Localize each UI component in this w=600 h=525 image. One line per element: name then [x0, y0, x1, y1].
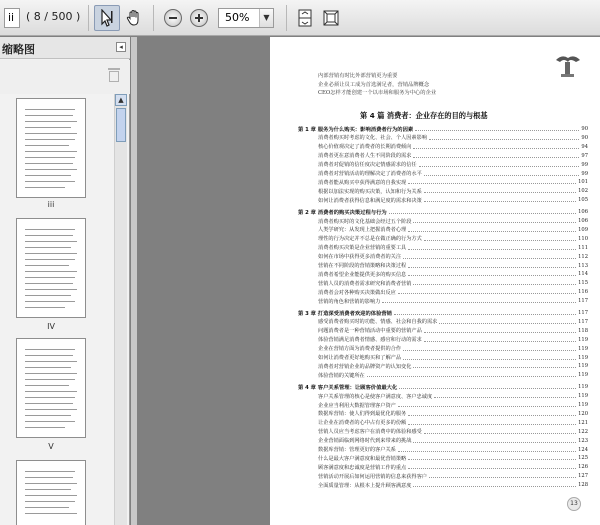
toc-leader	[413, 439, 576, 443]
toc-entry	[318, 288, 588, 296]
toc-title: 体验营销满足消费者情感、感官和行动的需求	[318, 337, 422, 344]
toolbar-separator	[88, 5, 89, 31]
toc-leader	[394, 311, 576, 315]
toc-chapter	[298, 208, 588, 216]
toc-leader	[408, 412, 576, 416]
chevron-down-icon[interactable]: ▼	[259, 9, 273, 27]
toc-page-number: 120	[578, 410, 588, 417]
publisher-logo	[552, 52, 582, 82]
toc-leader	[419, 163, 580, 167]
toc-title: 消费者会对各种购买决策做出反应	[318, 289, 396, 296]
toc-leader	[408, 465, 576, 469]
toc-title: 什么是最大客户满意度和最优营销策略	[318, 455, 407, 462]
toc-page-number: 99	[581, 170, 588, 177]
toc-entry	[318, 481, 588, 489]
page-thumbnail[interactable]	[16, 98, 86, 198]
fit-page-icon	[297, 9, 313, 27]
toc-title: 核心价值观决定了消费者的长期消费倾向	[318, 144, 412, 151]
fit-window-icon	[322, 9, 340, 27]
toc-line: 企业必须让员工成为首选满足者，营销品牌概念	[318, 81, 430, 88]
toc-leader	[413, 364, 576, 368]
toc-title: 全面质量管理：从根本上提升顾客满意度	[318, 482, 412, 489]
zoom-value: 50%	[225, 11, 250, 24]
page-thumbnail[interactable]	[16, 218, 86, 318]
toc-entry	[318, 336, 588, 344]
thumbnail-sidebar	[0, 37, 130, 525]
toc-entry	[318, 419, 588, 427]
toc-page-number: 119	[578, 336, 588, 343]
toc-entry	[318, 134, 588, 142]
toc-page-number: 90	[581, 126, 588, 132]
toc-leader	[429, 474, 576, 478]
toc-entry	[318, 318, 588, 326]
toc-page-number: 123	[578, 437, 588, 444]
sidebar-title: 缩略图	[2, 43, 35, 56]
toc-page-number: 114	[578, 271, 588, 278]
toc-page-number: 119	[578, 393, 588, 400]
toc-chapter	[298, 383, 588, 391]
scroll-up-icon[interactable]: ▲	[115, 94, 127, 106]
toc-page-number: 117	[578, 310, 588, 316]
toc-title: 理性的行为决定并不总是在做正确的行为方式	[318, 236, 422, 243]
fit-window-button[interactable]	[318, 5, 344, 31]
zoom-select[interactable]	[218, 8, 274, 28]
toc-page-number: 119	[578, 354, 588, 361]
toc-entry	[318, 270, 588, 278]
toc-entry	[318, 178, 588, 186]
toc-title: 根据以加法实现的购买决策，认知和行为关系	[318, 188, 422, 195]
sidebar-scrollbar[interactable]	[114, 94, 127, 525]
hand-icon	[125, 9, 143, 27]
toc-title: 消费者更在意消费者人生不同阶段的需求	[318, 153, 412, 160]
toc-title: 体验营销的关键所在	[318, 372, 365, 379]
select-tool-button[interactable]	[94, 5, 120, 31]
toc-title: 企业营销面临到网络时代到来带来的挑战	[318, 438, 412, 445]
toc-page-number: 102	[578, 188, 588, 195]
toc-page-number: 99	[581, 161, 588, 168]
toc-page-number: 122	[578, 428, 588, 435]
toc-title: 第 3 章 打造深受消费者欢迎的体验营销	[298, 311, 392, 317]
toc-leader	[408, 272, 576, 276]
part-title: 第 4 篇 消费者：企业存在的目的与根基	[360, 111, 488, 120]
sidebar-toolbar	[0, 60, 130, 94]
page-number-input[interactable]: ii	[4, 8, 20, 28]
toc-title: 企业在营销方面为消费者提供的合作	[318, 346, 402, 353]
page-thumbnail[interactable]	[16, 338, 86, 438]
toc-page-number: 124	[578, 446, 588, 453]
toc-entry	[318, 226, 588, 234]
sidebar-splitter[interactable]	[131, 37, 137, 525]
toc-leader	[424, 338, 576, 342]
toc-page-number: 97	[581, 152, 588, 159]
toc-leader	[408, 421, 576, 425]
toc-leader	[408, 180, 576, 184]
toc-leader	[403, 356, 576, 360]
toc-entry	[318, 354, 588, 362]
toc-leader	[408, 264, 576, 268]
toc-title: 营销活动开展后如何运用营销的信息来获得客户	[318, 473, 427, 480]
toc-page-number: 115	[578, 280, 588, 287]
plus-icon	[190, 9, 208, 27]
toc-leader	[429, 136, 579, 140]
toc-title: 问题消费者是一种营销活动中重要的营销产品	[318, 328, 422, 335]
toc-title: 营销的角色和营销的影响力	[318, 298, 381, 305]
toc-leader	[403, 347, 576, 351]
zoom-in-button[interactable]	[186, 5, 212, 31]
hand-tool-button[interactable]	[121, 5, 147, 31]
toc-entry	[318, 262, 588, 270]
toc-page-number: 117	[578, 298, 588, 305]
toc-entry	[318, 235, 588, 243]
toc-entry	[318, 345, 588, 353]
toc-page-number: 119	[578, 372, 588, 379]
toc-line: 内部营销有时比外部营销更为重要	[318, 73, 398, 79]
toc-entry	[318, 279, 588, 287]
toc-leader	[424, 329, 576, 333]
fit-page-button[interactable]	[292, 5, 318, 31]
toc-entry	[318, 297, 588, 305]
toc-leader	[399, 385, 576, 389]
toc-title: 如何让消费者更好地购买和了解产品	[318, 355, 402, 361]
toc-leader	[408, 246, 576, 250]
toc-leader	[424, 172, 580, 176]
toc-entry	[318, 371, 588, 379]
toc-leader	[389, 210, 576, 214]
toc-entry	[318, 161, 588, 169]
toc-title: 消费者购买时考虑的文化、社会、个人因素影响	[318, 135, 427, 142]
toc-leader	[424, 430, 576, 434]
toc-page-number: 117	[578, 318, 588, 325]
toc-entry	[318, 196, 588, 204]
toolbar-separator	[286, 5, 287, 31]
toc-page-number: 119	[578, 363, 588, 370]
toc-entry	[318, 463, 588, 471]
page-thumbnail[interactable]	[16, 460, 86, 525]
toc-page-number: 125	[578, 455, 588, 462]
toc-page-number: 119	[578, 384, 588, 391]
toc-page-number: 119	[578, 402, 588, 408]
toc-title: 消费者对促销的信任度决定情感需求的信任	[318, 162, 417, 169]
toc-entry	[318, 152, 588, 160]
toc-entry	[318, 244, 588, 252]
toc-title: 消费者希望企业能提供更多的购买信息	[318, 271, 407, 278]
toc-leader	[413, 145, 579, 149]
toc-title: 企业应当利用大数据管理客户资产	[318, 402, 396, 409]
toc-title: 营销人员的消费者需求研究和消费者营销	[318, 280, 412, 287]
toc-page-number: 90	[581, 134, 588, 141]
toc-title: 消费者购买决策是企业营销的重要工具	[318, 245, 407, 252]
cursor-icon	[99, 9, 115, 27]
toc-title: 人类学研究：从发现上把握消费者心理	[318, 227, 407, 234]
toc-entry	[318, 170, 588, 178]
toolbar	[0, 0, 600, 36]
sidebar-header	[0, 37, 130, 59]
toolbar-separator	[153, 5, 154, 31]
zoom-out-button[interactable]	[160, 5, 186, 31]
toc-leader	[408, 228, 576, 232]
toc-title: 消费者购买时的文化基础会经过五个阶段	[318, 218, 412, 225]
scroll-thumb[interactable]	[116, 108, 126, 142]
toc-page-number: 128	[578, 482, 588, 489]
toc-title: 第 2 章 消费者的购买决策过程与行为	[298, 210, 387, 217]
toc-leader	[408, 456, 576, 460]
toc-entry	[318, 454, 588, 462]
toc-page-number: 105	[578, 197, 588, 204]
toc-entry	[318, 187, 588, 195]
toc-page-number: 118	[578, 327, 588, 334]
toc-entry	[318, 446, 588, 454]
minus-icon	[164, 9, 182, 27]
toc-page-number: 106	[578, 209, 588, 216]
toc-page-number: 106	[578, 218, 588, 224]
toc-page-number: 111	[578, 244, 588, 251]
toc-leader	[403, 255, 576, 259]
toc-title: 客户关系管理的核心是使客户满意度、客户忠诚度	[318, 393, 433, 400]
toc-title: 感受消费者购买时的功能、情感、社会和自我的需求	[318, 319, 438, 326]
toc-entry	[318, 410, 588, 418]
toc-page-number: 113	[578, 262, 588, 269]
toc-title: 数据库营销：管理更好的客户关系	[318, 447, 396, 453]
thumbnail-label: V	[48, 442, 54, 451]
toc-page-number: 127	[578, 473, 588, 480]
toc-leader	[413, 483, 576, 487]
toc-entry	[318, 253, 588, 261]
toc-page-number: 119	[578, 345, 588, 352]
toc-entry	[318, 472, 588, 480]
toc-title: 消费者对营销企业的品牌资产的认知变化	[318, 363, 412, 370]
toc-entry	[318, 428, 588, 436]
toc-leader	[382, 299, 576, 303]
thumbnail-list[interactable]	[0, 94, 112, 525]
toc-chapter	[298, 125, 588, 133]
toc-line: CEO怎样才能创建一个以市场和服务为中心的企业	[318, 90, 437, 97]
toc-title: 第 4 章 客户关系管理：让顾客价值最大化	[298, 385, 398, 392]
toc-leader	[424, 189, 576, 193]
toc-page-number: 116	[578, 289, 588, 296]
toc-leader	[398, 448, 576, 452]
toc-entry	[318, 401, 588, 409]
toc-entry	[318, 437, 588, 445]
toc-leader	[413, 219, 576, 223]
trash-icon[interactable]	[108, 68, 120, 82]
toc-leader	[415, 127, 579, 131]
toc-leader	[424, 237, 576, 241]
toc-title: 第 1 章 服务为什么购买：影响消费者行为的因素	[298, 127, 414, 133]
toc-entry	[318, 327, 588, 335]
toc-page-number: 121	[578, 419, 588, 426]
toc-page-number: 126	[578, 464, 588, 471]
intro-lines	[318, 72, 436, 98]
toc-page-number: 94	[581, 143, 588, 150]
toc-leader	[424, 198, 576, 202]
toc-leader	[367, 373, 576, 377]
page-number-badge: 13	[567, 497, 581, 511]
toc-page-number: 101	[578, 179, 588, 186]
toc-entry	[318, 143, 588, 151]
page-count: ( 8 / 500 )	[26, 10, 81, 23]
toc-entry	[318, 362, 588, 370]
toc-leader	[413, 154, 579, 158]
toc-title: 消费者对营销活动的理解决定了消费者的水平	[318, 171, 422, 177]
toc-leader	[398, 403, 576, 407]
toc-title: 营销在不同阶段的营销策略和决策过程	[318, 263, 407, 269]
toc-leader	[434, 394, 576, 398]
toc-title: 如何在市场中获得更多消费者的关注	[318, 254, 402, 261]
toc-title: 数据库营销：使人们得到最优化的服务	[318, 411, 407, 418]
toc-page-number: 112	[578, 253, 588, 260]
toc-page-number: 109	[578, 226, 588, 233]
toc-page-number: 110	[578, 235, 588, 242]
toc-title: 顾客满意度和忠诚度是营销工作的重点	[318, 464, 407, 471]
toc-chapter	[298, 309, 588, 317]
toc-title: 消费者能从购买中获得满意的自我实现	[318, 179, 407, 186]
toc-leader	[413, 281, 576, 285]
toc-entry	[318, 217, 588, 225]
thumbnail-label: iii	[47, 200, 55, 209]
thumbnail-label: IV	[47, 322, 55, 331]
toc-leader	[398, 290, 576, 294]
toc-title: 营销人员应当考虑客户在消费中的体验和感受	[318, 429, 422, 436]
toc-title: 让企业在消费者的心中占有更多的份额	[318, 420, 407, 427]
toc-entry	[318, 392, 588, 400]
toc-leader	[439, 320, 576, 324]
toc-title: 如何让消费者获得信息和满足度的需求和决策	[318, 197, 422, 204]
collapse-sidebar-icon[interactable]: ◂	[116, 42, 126, 52]
